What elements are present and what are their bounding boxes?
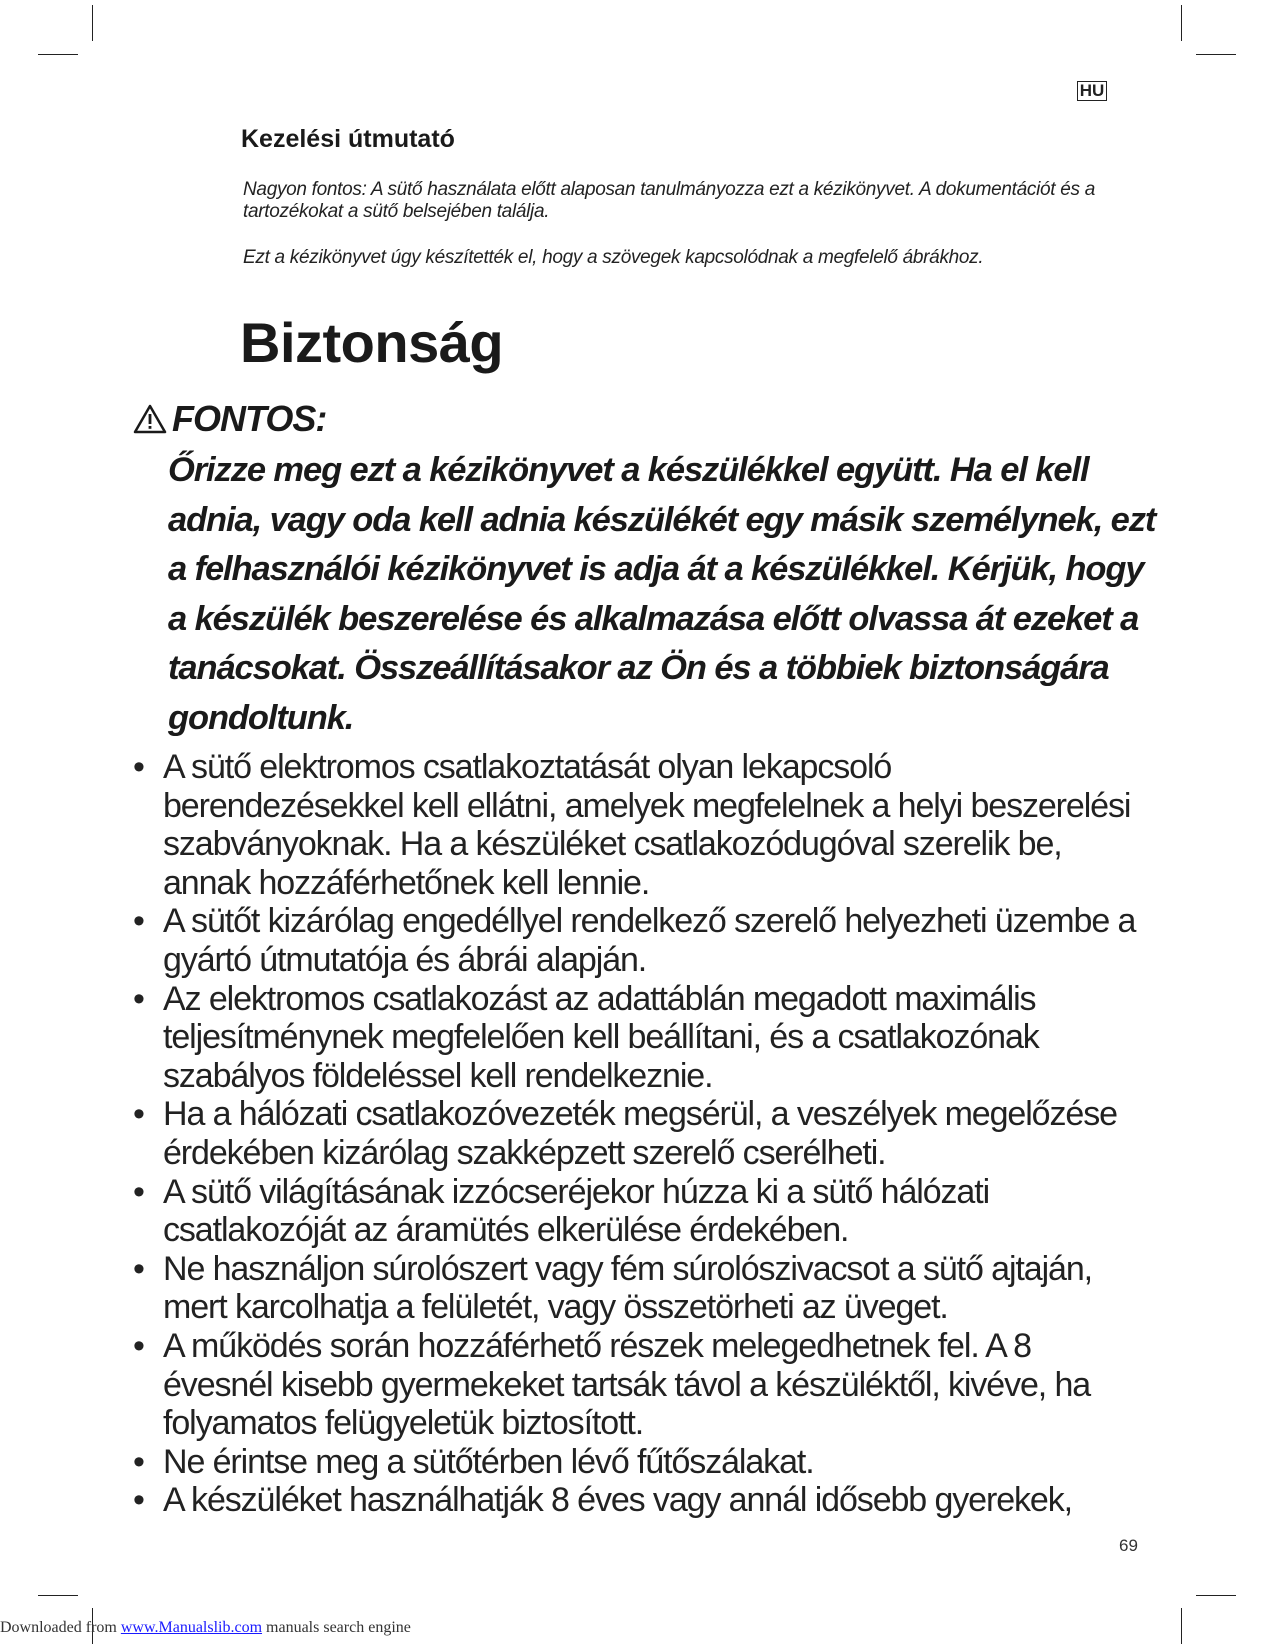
crop-mark-top-right-horizontal bbox=[1196, 54, 1236, 55]
list-item-text: A sütő elektromos csatlakoztatását olyan lekapcsoló berendezésekkel kell ellátni, amelyek megfelelnek a helyi beszerelési szabványoknak. Ha a készüléket csatlakozódugóval szerelik be, annak hozzáférhetőnek kell lennie. bbox=[163, 748, 1131, 902]
bullet-marker: • bbox=[133, 1249, 144, 1288]
list-item bbox=[130, 1095, 1140, 1172]
download-footer bbox=[0, 1619, 411, 1637]
crop-mark-top-left-vertical bbox=[92, 5, 93, 41]
manualslib-link[interactable]: www.Manualslib.com bbox=[120, 1619, 263, 1636]
bullet-marker: • bbox=[133, 748, 144, 786]
bullet-marker: • bbox=[133, 902, 144, 941]
list-item-text: A működés során hozzáférhető részek melegedhetnek fel. A 8 évesnél kisebb gyermekeket tartsák távol a készüléktől, kivéve, ha folyamatos felügyeletük biztosított. bbox=[163, 1326, 1091, 1443]
list-item-text: Ne használjon súrolószert vagy fém súrolószivacsot a sütő ajtaján, mert karcolhatja a felületét, vagy összetörheti az üveget. bbox=[163, 1249, 1093, 1327]
list-item bbox=[130, 1173, 1140, 1250]
list-item-text: Az elektromos csatlakozást az adattáblán megadott maximális teljesítménynek megfelelően kell beállítani, és a csatlakozónak szabályos földeléssel kell rendelkeznie. bbox=[163, 979, 1039, 1095]
list-item-text: A készüléket használhatják 8 éves vagy annál idősebb gyerekek, bbox=[163, 1481, 1072, 1520]
footer-prefix: Downloaded from bbox=[0, 1619, 117, 1636]
list-item bbox=[130, 1481, 1140, 1520]
crop-mark-top-left-horizontal bbox=[38, 54, 78, 55]
list-item bbox=[130, 1250, 1140, 1327]
warning-heading bbox=[133, 398, 326, 440]
bullet-marker: • bbox=[133, 1481, 144, 1520]
list-item-text: A sütőt kizárólag engedéllyel rendelkező szerelő helyezheti üzembe a gyártó útmutatója és ábrái alapján. bbox=[163, 902, 1136, 979]
warning-triangle-icon bbox=[133, 404, 167, 434]
crop-mark-bottom-right-vertical bbox=[1181, 1608, 1182, 1644]
intro-paragraph-figures: Ezt a kézikönyvet úgy készítették el, hogy a szövegek kapcsolódnak a megfelelő ábrákhoz. bbox=[243, 247, 984, 268]
crop-mark-top-right-vertical bbox=[1181, 5, 1182, 41]
list-item-text: Ha a hálózati csatlakozóvezeték megsérül, a veszélyek megelőzése érdekében kizárólag szakképzett szerelő cserélheti. bbox=[163, 1095, 1117, 1172]
list-item bbox=[130, 748, 1140, 902]
list-item bbox=[130, 1443, 1140, 1482]
footer-suffix: manuals search engine bbox=[262, 1619, 411, 1636]
bullet-marker: • bbox=[133, 979, 144, 1018]
list-item bbox=[130, 902, 1140, 979]
section-title: Biztonság bbox=[240, 311, 504, 374]
page-number: 69 bbox=[1119, 1536, 1138, 1555]
intro-title: Kezelési útmutató bbox=[241, 125, 455, 153]
safety-list bbox=[130, 748, 1140, 1520]
intro-paragraph-important: Nagyon fontos: A sütő használata előtt alaposan tanulmányozza ezt a kézikönyvet. A dokumentációt és a tartozékokat a sütő belsejében találja. bbox=[243, 179, 1095, 222]
list-item bbox=[130, 980, 1140, 1096]
list-item-text: Ne érintse meg a sütőtérben lévő fűtőszálakat. bbox=[163, 1442, 814, 1481]
bullet-marker: • bbox=[133, 1172, 144, 1211]
bullet-marker: • bbox=[133, 1095, 144, 1134]
crop-mark-bottom-right-horizontal bbox=[1196, 1595, 1236, 1596]
language-badge: HU bbox=[1077, 81, 1107, 101]
bullet-marker: • bbox=[133, 1442, 144, 1481]
warning-label: FONTOS: bbox=[172, 398, 327, 439]
crop-mark-bottom-left-horizontal bbox=[38, 1595, 78, 1596]
warning-text: Őrizze meg ezt a kézikönyvet a készülékkel együtt. Ha el kell adnia, vagy oda kell adnia készülékét egy másik személynek, ezt a felhasználói kézikönyvet is adja át a készülékkel. Kérjük, hogy a készülék beszerelése és alkalmazása előtt olvassa át ezeket a tanácsokat. Összeállításakor az Ön és a többiek biztonságára gondoltunk. bbox=[168, 451, 1156, 737]
list-item bbox=[130, 1327, 1140, 1443]
bullet-marker: • bbox=[133, 1326, 144, 1365]
list-item-text: A sütő világításának izzócseréjekor húzza ki a sütő hálózati csatlakozóját az áramütés elkerülése érdekében. bbox=[163, 1172, 990, 1250]
